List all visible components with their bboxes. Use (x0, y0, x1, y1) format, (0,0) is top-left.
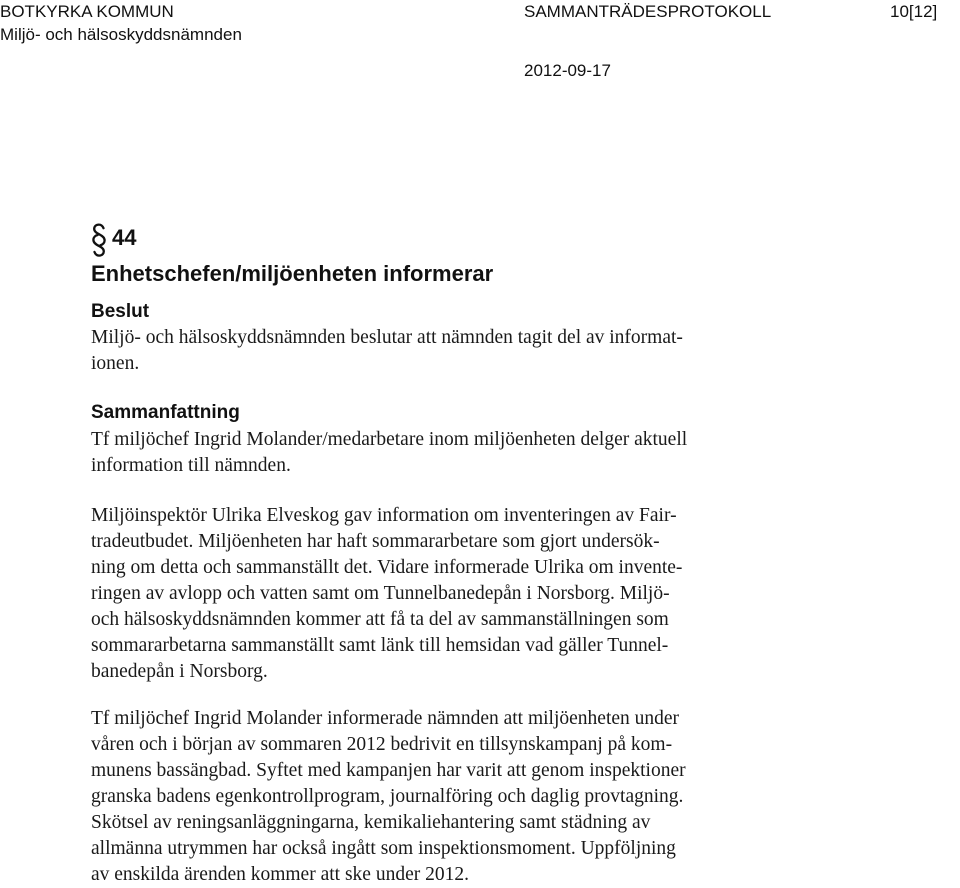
paragraph-fairtrade (91, 503, 682, 685)
page-number: 10[12] (890, 2, 938, 21)
text-line: Miljöinspektör Ulrika Elveskog gav information om inventeringen av Fair- (91, 505, 677, 526)
text-line: ning om detta och sammanställt det. Vidare informerade Ulrika om invente- (91, 557, 683, 578)
text-line: granska badens egenkontrollprogram, journalföring och daglig provtagning. (91, 786, 684, 807)
text-line: banedepån i Norsborg. (91, 661, 268, 682)
sammanfattning-text (91, 427, 687, 479)
beslut-text (91, 325, 683, 377)
section-sign-icon (91, 223, 107, 257)
section-title: Enhetschefen/miljöenheten informerar (91, 261, 494, 286)
text-line: Skötsel av reningsanläggningarna, kemikaliehantering samt städning av (91, 812, 651, 833)
text-line: sommararbetarna sammanställt samt länk till hemsidan vad gäller Tunnel- (91, 635, 669, 656)
text-line: ionen. (91, 353, 140, 374)
committee-name: Miljö- och hälsoskyddsnämnden (0, 25, 242, 44)
sammanfattning-heading: Sammanfattning (91, 402, 240, 423)
text-line: allmänna utrymmen har också ingått som inspektionsmoment. Uppföljning (91, 838, 676, 859)
document-type: SAMMANTRÄDESPROTOKOLL (524, 2, 772, 21)
text-line: tradeutbudet. Miljöenheten har haft sommararbetare som gjort undersök- (91, 531, 660, 552)
text-line: Miljö- och hälsoskyddsnämnden beslutar att nämnden tagit del av informat- (91, 327, 683, 348)
municipality-name: BOTKYRKA KOMMUN (0, 2, 174, 21)
text-line: information till nämnden. (91, 455, 291, 476)
text-line: Tf miljöchef Ingrid Molander/medarbetare inom miljöenheten delger aktuell (91, 429, 688, 450)
beslut-heading: Beslut (91, 301, 150, 322)
paragraph-tillsynskampanj (91, 706, 686, 888)
text-line: av enskilda ärenden kommer att ske under 2012. (91, 864, 469, 885)
meeting-date: 2012-09-17 (524, 61, 611, 80)
text-line: munens bassängbad. Syftet med kampanjen har varit att genom inspektioner (91, 760, 686, 781)
text-line: ringen av avlopp och vatten samt om Tunnelbanedepån i Norsborg. Miljö- (91, 583, 670, 604)
text-line: Tf miljöchef Ingrid Molander informerade nämnden att miljöenheten under (91, 708, 680, 729)
section-number: 44 (112, 225, 137, 250)
text-line: och hälsoskyddsnämnden kommer att få ta del av sammanställningen som (91, 609, 669, 630)
text-line: våren och i början av sommaren 2012 bedrivit en tillsynskampanj på kom- (91, 734, 673, 755)
